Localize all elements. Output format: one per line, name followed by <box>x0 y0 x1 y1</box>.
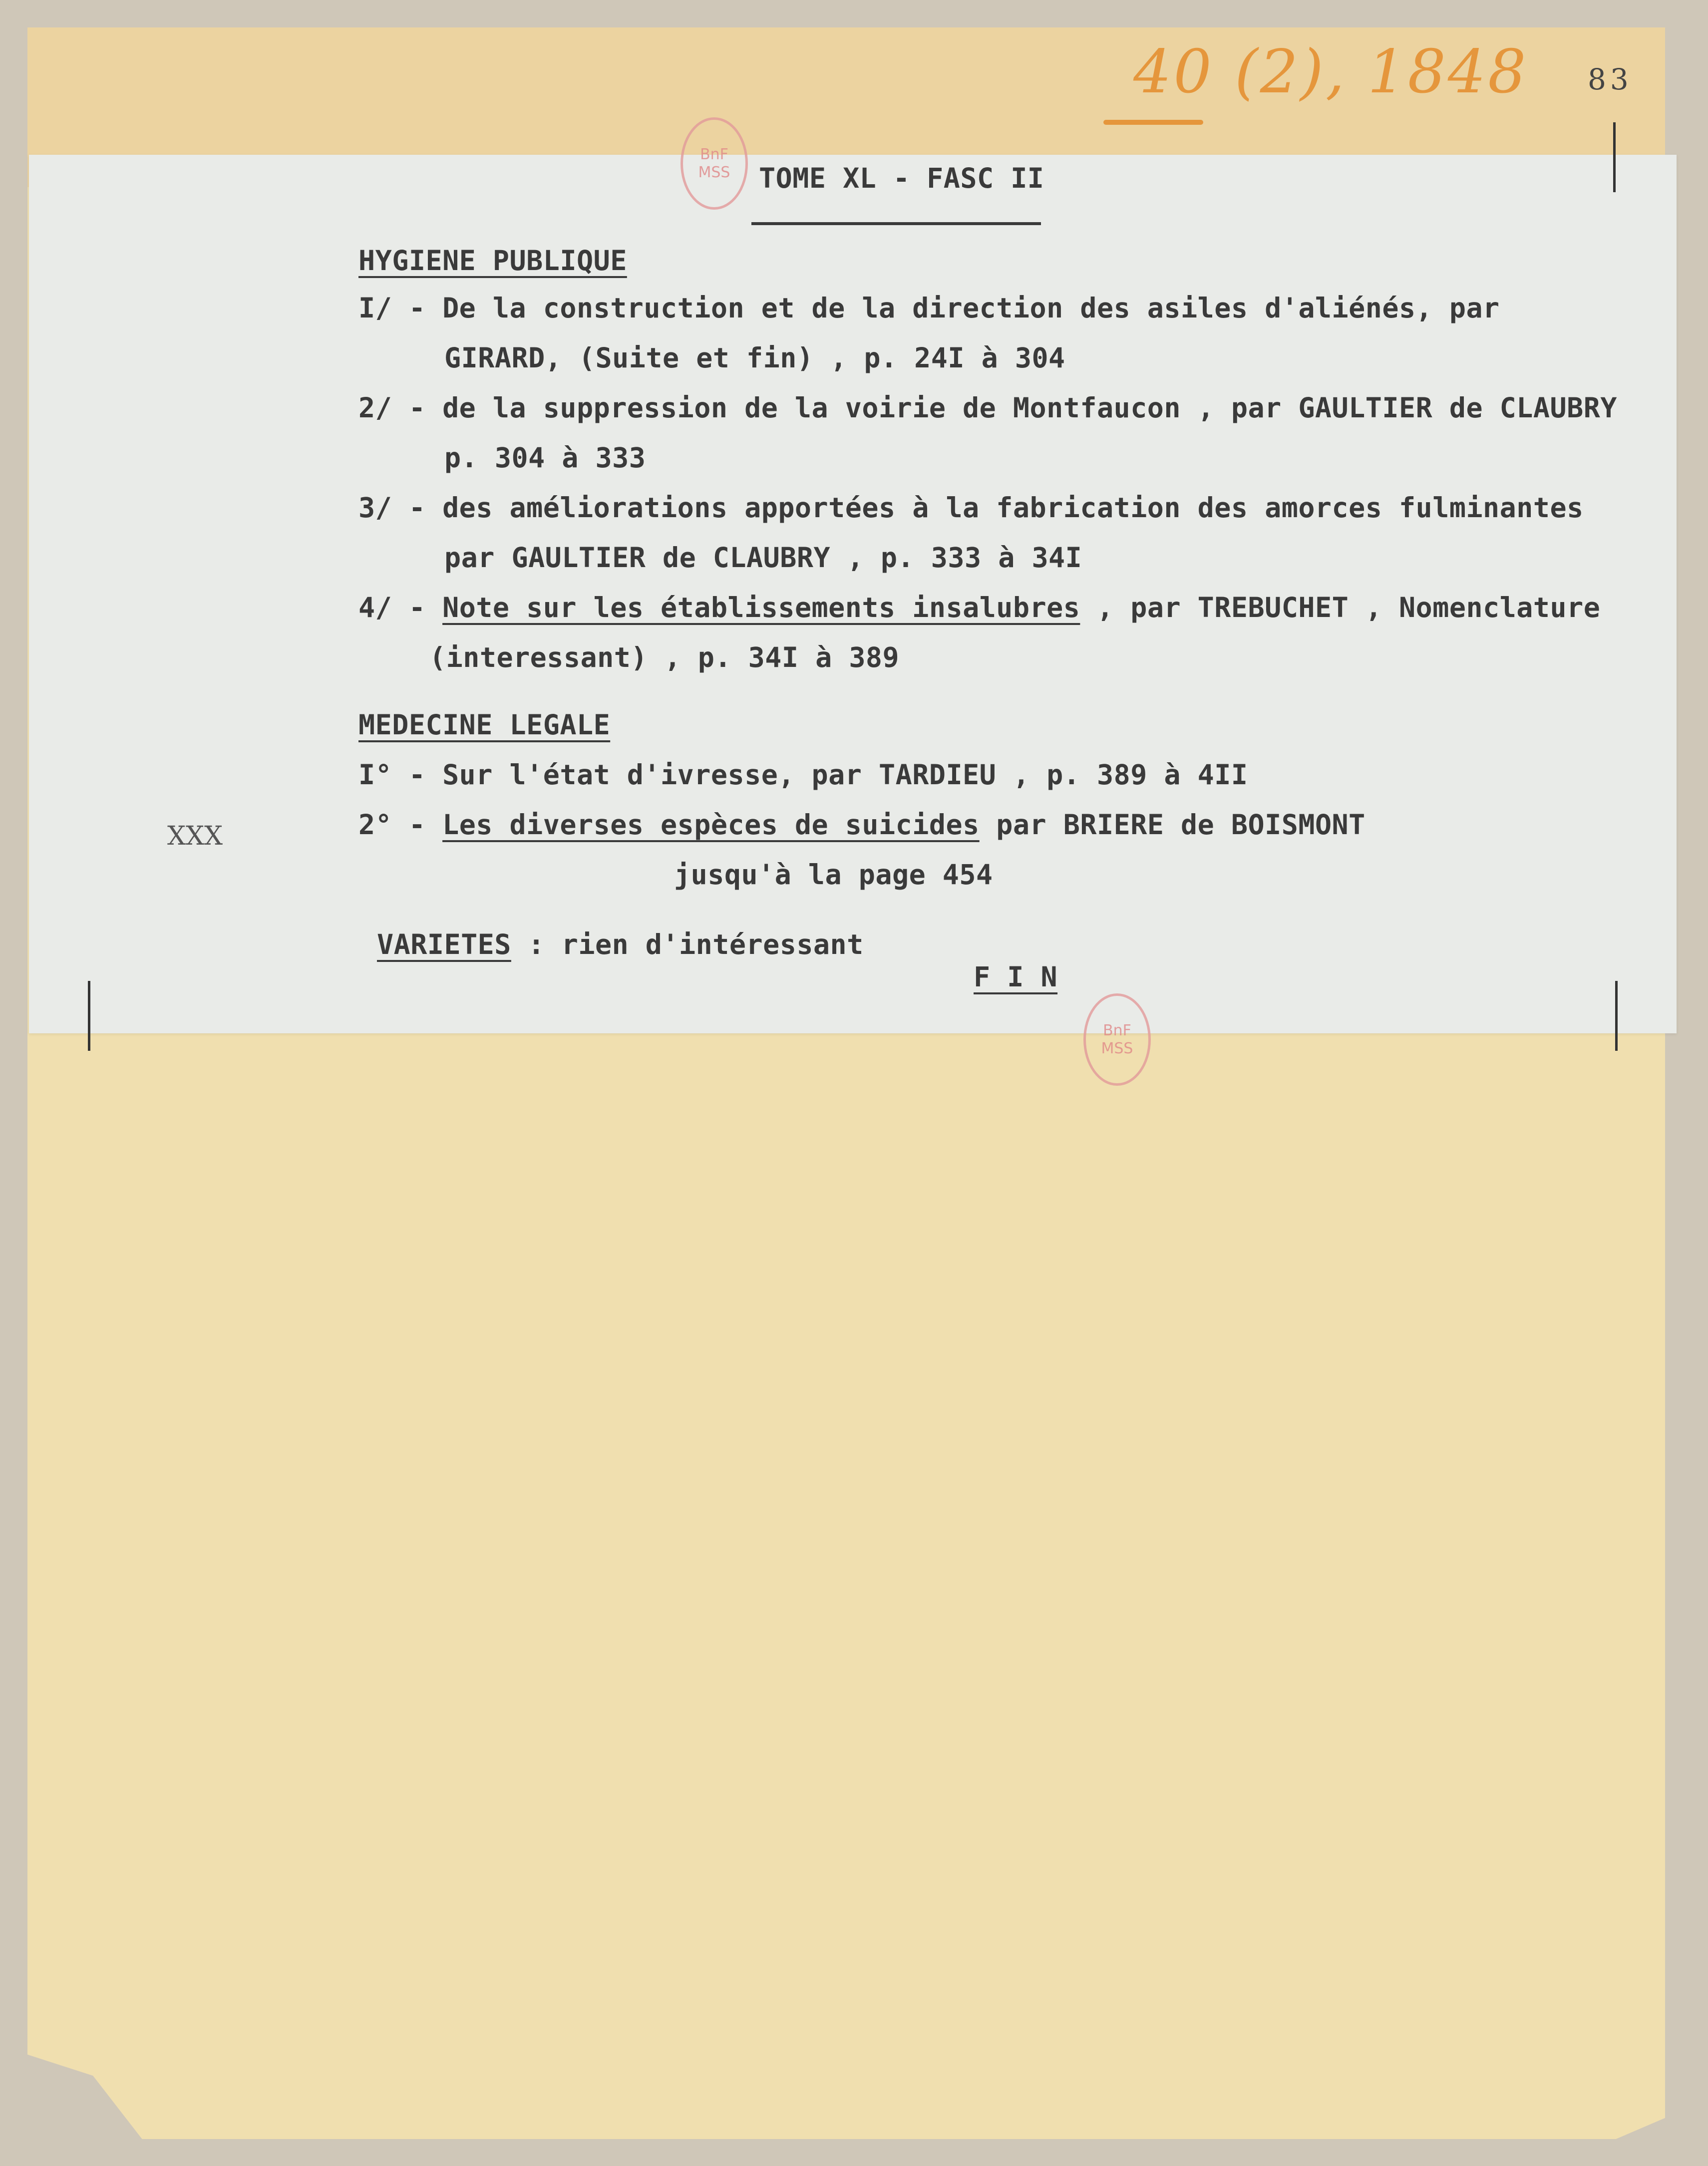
section-heading-hygiene: HYGIENE PUBLIQUE <box>358 245 627 277</box>
bracket-mark-top-right <box>1610 122 1616 192</box>
entry-4-prefix: 4/ - <box>358 592 443 623</box>
entry-1-line-2: GIRARD, (Suite et fin) , p. 24I à 304 <box>444 342 1065 374</box>
varietes-line <box>377 928 864 960</box>
bnf-stamp-top <box>681 117 748 210</box>
entry-4-line-1 <box>358 592 1600 623</box>
varietes-text: : rien d'intéressant <box>511 928 864 960</box>
side-mark: XXX <box>167 821 223 851</box>
entry-5-line-1: I° - Sur l'état d'ivresse, par TARDIEU , p. 389 à 4II <box>358 759 1248 791</box>
entry-2-line-2: p. 304 à 333 <box>444 442 646 474</box>
entry-6-suffix: par BRIERE de BOISMONT <box>979 809 1366 841</box>
entry-6-underlined-title: Les diverses espèces de suicides <box>442 809 980 841</box>
entry-4-suffix: , par TREBUCHET , Nomenclature <box>1080 592 1601 623</box>
end-mark: F I N <box>974 961 1058 993</box>
document-title: TOME XL - FASC II <box>759 162 1044 194</box>
handwritten-underline <box>1103 120 1203 125</box>
folio-number: 83 <box>1588 62 1633 96</box>
handwritten-reference: 40 (2), 1848 <box>1133 37 1528 107</box>
varietes-label: VARIETES <box>377 928 511 960</box>
bracket-mark-bottom-left <box>85 981 90 1051</box>
entry-2-line-1: 2/ - de la suppression de la voirie de Montfaucon , par GAULTIER de CLAUBRY <box>358 392 1617 424</box>
entry-1-line-1: I/ - De la construction et de la direction des asiles d'aliénés, par <box>358 292 1500 324</box>
entry-4-underlined-title: Note sur les établissements insalubres <box>442 592 1080 623</box>
bnf-stamp-bottom <box>1083 993 1151 1086</box>
section-heading-medecine: MEDECINE LEGALE <box>358 709 611 741</box>
bracket-mark-bottom-right <box>1615 981 1621 1051</box>
entry-4-line-2: (interessant) , p. 34I à 389 <box>429 641 900 673</box>
stamp-text-2: MSS <box>1101 1039 1133 1057</box>
entry-6-line-2: jusqu'à la page 454 <box>674 859 993 891</box>
stamp-text-2: MSS <box>698 163 730 181</box>
entry-6-line-1 <box>358 809 1366 841</box>
entry-6-prefix: 2° - <box>358 809 443 841</box>
stamp-text-1: BnF <box>1103 1021 1131 1039</box>
stamp-text-1: BnF <box>700 145 728 163</box>
entry-3-line-2: par GAULTIER de CLAUBRY , p. 333 à 34I <box>444 542 1082 574</box>
entry-3-line-1: 3/ - des améliorations apportées à la fabrication des amorces fulminantes <box>358 492 1584 524</box>
title-rule <box>751 222 1041 225</box>
